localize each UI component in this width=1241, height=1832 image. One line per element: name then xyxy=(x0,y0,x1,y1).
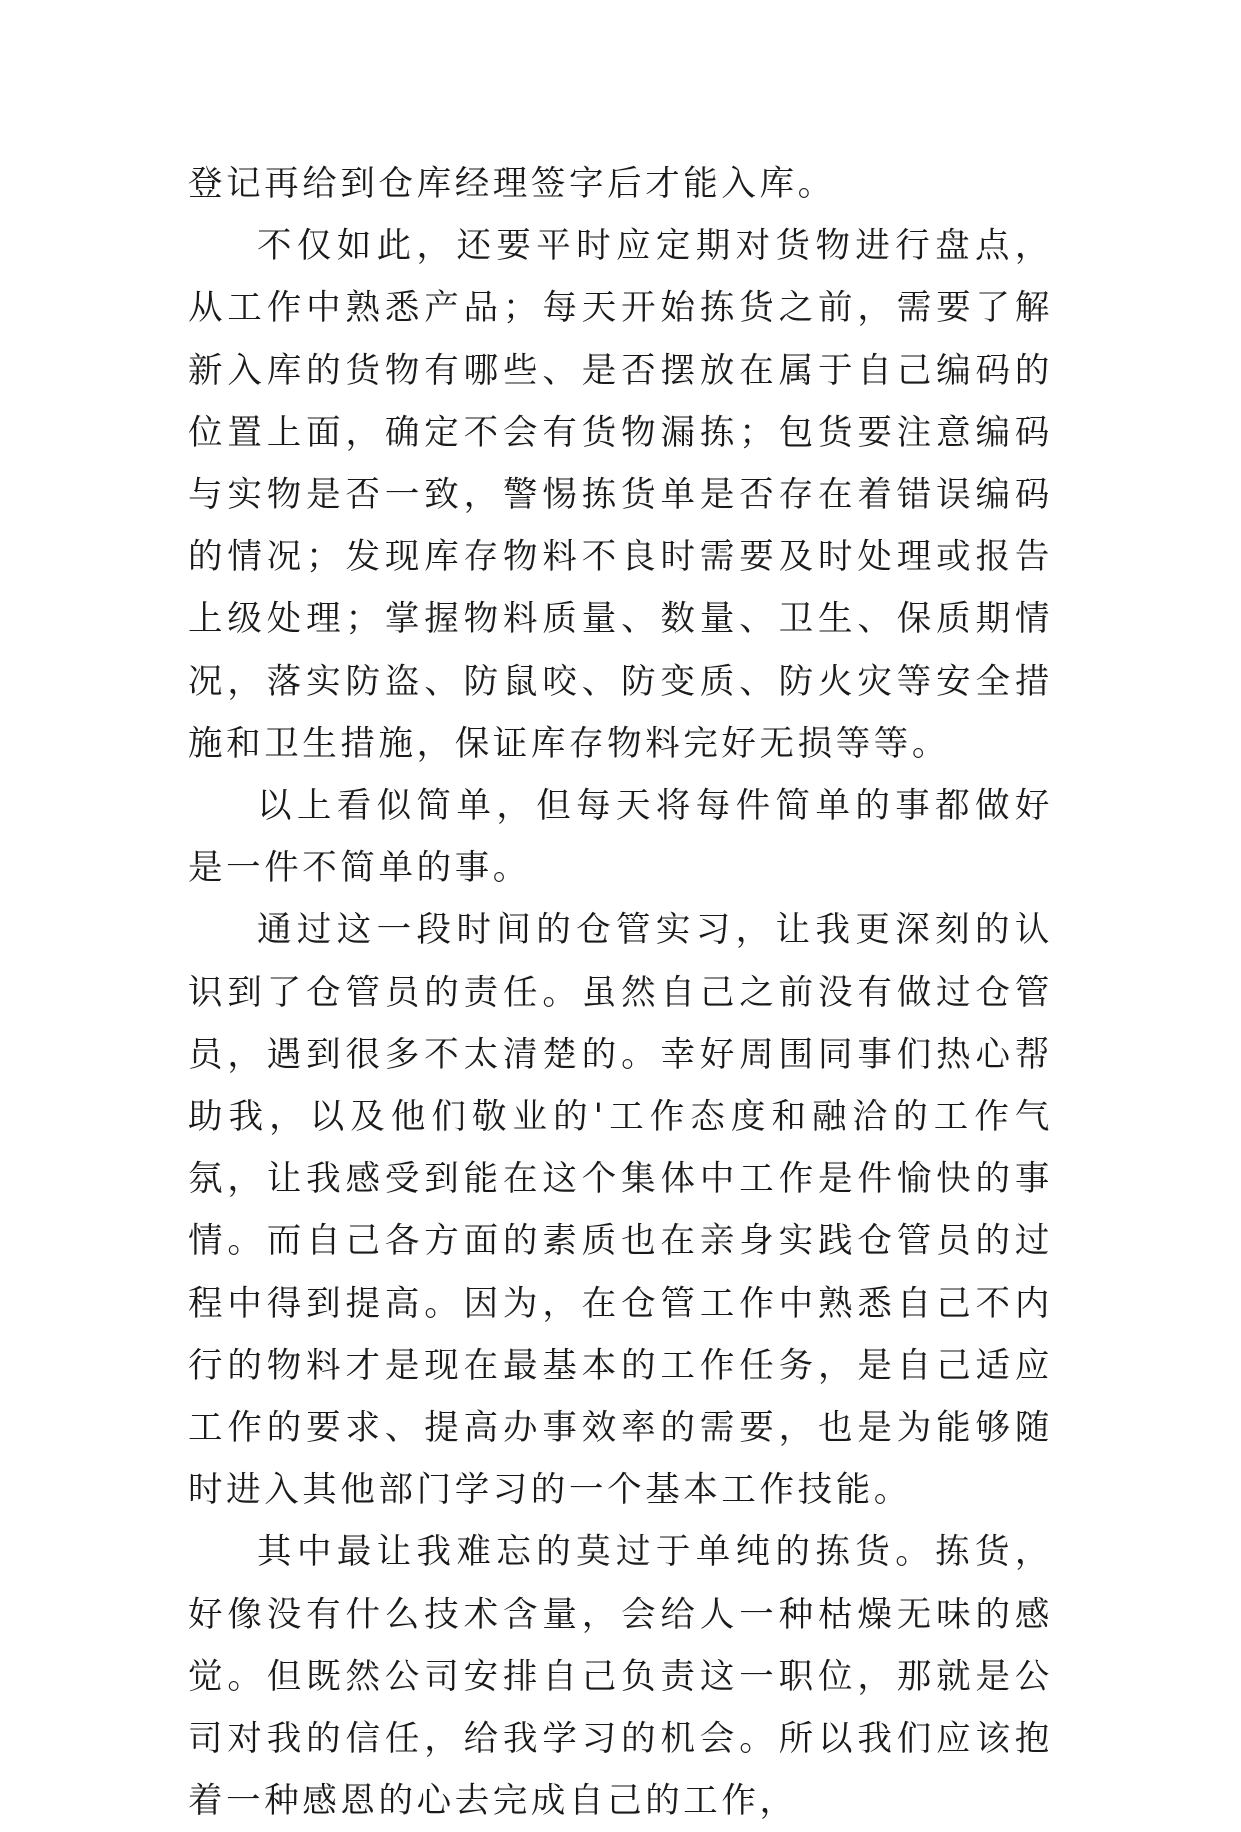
paragraph-simple-things: 以上看似简单，但每天将每件简单的事都做好是一件不简单的事。 xyxy=(188,786,1053,889)
paragraph-inventory-duties: 不仅如此，还要平时应定期对货物进行盘点，从工作中熟悉产品；每天开始拣货之前，需要了解新入库的货物有哪些、是否摆放在属于自己编码的位置上面，确定不会有货物漏拣；包货要注意编码与实物是否一致，警惕拣货单是否存在着错误编码的情况；发现库存物料不良时需要及时处理或报告上级处理；掌握物料质量、数量、卫生、保质期情况，落实防盗、防鼠咬、防变质、防火灾等安全措施和卫生措施，保证库存物料完好无损等等。 xyxy=(188,226,1053,764)
paragraph-picking-memory: 其中最让我难忘的莫过于单纯的拣货。拣货，好像没有什么技术含量，会给人一种枯燥无味的感觉。但既然公司安排自己负责这一职位，那就是公司对我的信任，给我学习的机会。所以我们应该抱着一种感恩的心去完成自己的工作， xyxy=(188,1532,1053,1822)
document-body xyxy=(188,153,1053,1832)
paragraph-internship-reflection: 通过这一段时间的仓管实习，让我更深刻的认识到了仓管员的责任。虽然自己之前没有做过仓管员，遇到很多不太清楚的。幸好周围同事们热心帮助我，以及他们敬业的'工作态度和融洽的工作气氛，让我感受到能在这个集体中工作是件愉快的事情。而自己各方面的素质也在亲身实践仓管员的过程中得到提高。因为，在仓管工作中熟悉自己不内行的物料才是现在最基本的工作任务，是自己适应工作的要求、提高办事效率的需要，也是为能够随时进入其他部门学习的一个基本工作技能。 xyxy=(188,910,1053,1511)
paragraph-continuation: 登记再给到仓库经理签字后才能入库。 xyxy=(188,164,836,204)
